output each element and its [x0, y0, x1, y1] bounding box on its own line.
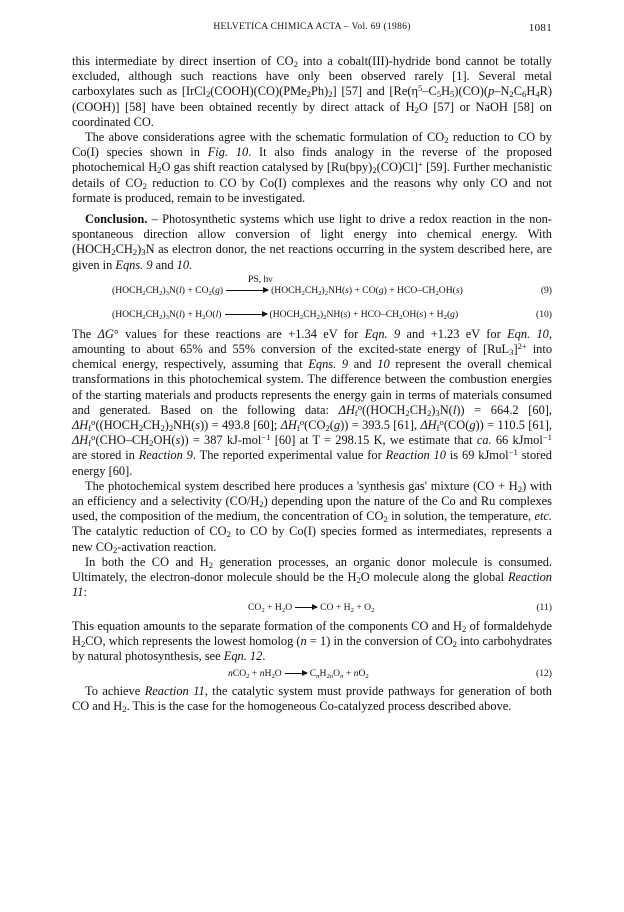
equation-12: $nCO_2 + nH_2O$ $C_nH_{2n}O_n + nO_2$ (12): [228, 668, 552, 681]
paragraph-8: To achieve Reaction 11, the catalytic system must provide pathways for generation of both CO and $H_2$. This is the case for the homogeneous Co-catalyzed process described above.: [72, 684, 552, 715]
eq11-number: (11): [536, 601, 552, 613]
page-number: 1081: [528, 22, 552, 34]
eq9-number: (9): [540, 284, 552, 296]
eq10-number: (10): [536, 308, 552, 320]
eq12-number: (12): [536, 668, 552, 680]
conclusion-heading: Conclusion.: [85, 212, 148, 227]
paragraph-5: The photochemical system described here produces a 'synthesis gas' mixture $(CO + H_2)$ with an efficiency and a selectivity $(CO/H_2)$ depending upon the nature of the Co and Ru complexes used, the composition of the medium, the concentration of $CO_2$ in solution, the temperature, etc. The catalytic reduction of $CO_2$ to CO by Co(I) species formed as intermediates, represents a new $CO_2$-activation reaction.: [72, 478, 552, 555]
paragraph-6: In both the CO and $H_2$ generation processes, an organic donor molecule is consumed. Ultimately, the electron-donor molecule should be the $H_2O$ molecule along the global Reaction 11:: [72, 554, 552, 600]
paragraph-7: This equation amounts to the separate formation of the components CO and $H_2$ of formaldehyde $H_2CO$, which represents the lowest homolog (n = 1) in the conversion of $CO_2$ into carbohydrates by natural photosynthesis, see Eqn. 12.: [72, 618, 553, 663]
journal-title: HELVETICA CHIMICA ACTA – Vol. 69 (1986): [213, 22, 411, 32]
article-body: [72, 54, 552, 715]
paragraph-2: The above considerations agree with the schematic formulation of $CO_2$ reduction to CO by Co(I) species shown in Fig. 10. It also finds analogy in the reverse of the proposed photochemical $H_2O$ gas shift reaction catalysed by $[Ru(bpy)_2(CO)Cl]^+$ [59]. Further mechanistic details of $CO_2$ reduction to CO by Co(I) complexes and the reasons why only CO and not formate is produced, remain to be investigated.: [72, 130, 552, 205]
equation-10: $(HOCH_2CH_2)_3N(l) + H_2O(l)$ $(HOCH_2CH_2)_2NH(s) + HCO-CH_2OH(s) + H_2(g)$ (10): [112, 308, 552, 321]
equation-11: $CO_2 + H_2O$ CO + $H_2 + O_2$ (11): [248, 601, 552, 614]
conclusion-paragraph: Conclusion. – Photosynthetic systems which use light to drive a redox reaction in the non-spontaneous direction allow conversion of light energy into chemical energy. With $(HOCH_2CH_2)_3N$ as electron donor, the net reactions occurring in the system described here, are given in Eqns. 9 and 10.: [72, 212, 552, 272]
eq9-arrow-label: PS, hν: [248, 273, 273, 285]
equation-9: PS, hν $(HOCH_2CH_2)_3N(l) + CO_2(g)$ $(HOCH_2CH_2)_2NH(s) + CO(g) + HCO-CH_2OH(s)$ (9): [112, 273, 552, 297]
running-header: [72, 22, 552, 38]
paragraph-4: The ΔG° values for these reactions are +1.34 eV for Eqn. 9 and +1.23 eV for Eqn. 10, amounting to about 65% and 55% conversion of the excited-state energy of $[RuL_3]^{2+}$ into chemical energy, respectively, assuming that Eqns. 9 and 10 represent the overall chemical transformations in this photochemical system. The difference between the combustion energies of the starting materials and products represents the energy gain in terms of materials consumed and generated. Based on the following data: $\Delta H_f^o((HOCH_2CH_2)_3N(l)) = 664.2$ [60], $\Delta H_f^o((HOCH_2CH_2)_2NH(s)) = 493.8$ [60]; $\Delta H_f^o(CO_2(g)) = 393.5$ [61], $\Delta H_f^o(CO(g)) = 110.5$ [61], $\Delta H_f^o(CHO-CH_2OH(s)) = 387$ kJ-mol$^{-1}$ [60] at T = 298.15 K, we estimate that ca. 66 kJmol$^{-1}$ are stored in Reaction 9. The reported experimental value for Reaction 10 is 69 kJmol$^{-1}$ stored energy [60].: [72, 326, 553, 478]
paragraph-1: this intermediate by direct insertion of $CO_2$ into a cobalt(III)-hydride bond cannot be totally excluded, although such reactions have only been observed rarely [1]. Several metal carboxylates such as $[IrCl_2(COOH)(CO)(PMe_2Ph)_2]$ [57] and $[Re(\eta^5-C_5H_5)(CO)(p-N_2C_6H_4R)(COOH)]$ [58] have been obtained recently by direct attack of $H_2O$ [57] or NaOH [58] on coordinated CO.: [72, 54, 553, 129]
